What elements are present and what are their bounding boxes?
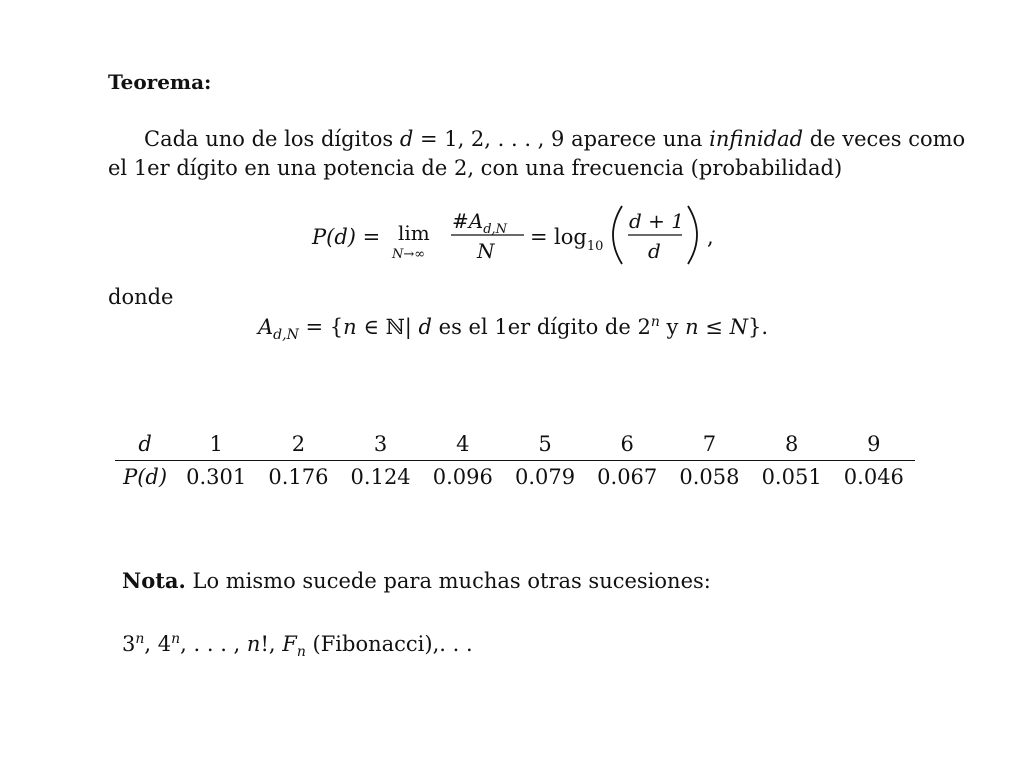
table-row — [115, 461, 915, 490]
table-header-cell: 1 — [175, 432, 257, 461]
theorem-line-1: Cada uno de los dígitos d = 1, 2, . . . , 9 aparece una infinidad de veces como — [144, 127, 966, 151]
formula-frac-den: N — [477, 239, 495, 263]
formula-lim-sub: N→∞ — [392, 247, 426, 262]
table-header-cell: 9 — [833, 432, 915, 461]
formula-eq: = — [530, 225, 548, 249]
table-header-cell: 6 — [586, 432, 668, 461]
probability-table — [115, 432, 915, 489]
donde-label: donde — [108, 285, 174, 309]
table-cell: 0.046 — [843, 465, 904, 489]
formula-log: $\log_{10}$ — [554, 225, 604, 254]
table-cell: 0.079 — [514, 465, 576, 489]
table-header-cell: 3 — [340, 432, 422, 461]
note: Nota. Lo mismo sucede para muchas otras sucesiones: — [122, 568, 711, 593]
emphasis-infinidad: infinidad — [709, 127, 804, 151]
right-paren — [688, 206, 697, 264]
table-cell: 0.051 — [761, 465, 822, 489]
formula-inner-num: d + 1 — [629, 209, 684, 233]
theorem-title: Teorema: — [108, 70, 212, 94]
table-cell: 0.301 — [186, 465, 247, 489]
sequence-list: 3$^n$, 4$^n$, . . . , n!, $F_n$ (Fibonacci),. . . — [122, 631, 473, 661]
table-cell: 0.096 — [432, 465, 493, 489]
theorem-line-2: el 1er dígito en una potencia de 2, con una frecuencia (probabilidad) — [108, 156, 843, 180]
table-header-cell: 2 — [257, 432, 339, 461]
formula-frac-num: $\#A_{d,N}$ — [452, 209, 508, 237]
table-cell: 0.067 — [597, 465, 658, 489]
table-header-cell: 7 — [668, 432, 750, 461]
table-cell: 0.176 — [268, 465, 329, 489]
table-cell: 0.124 — [350, 465, 411, 489]
table-cell: 0.058 — [679, 465, 740, 489]
probability-formula — [0, 200, 1024, 280]
formula-lhs: P(d) = — [312, 225, 381, 249]
set-definition: $A_{d,N} = \{n$ ∈ ℕ| d es el 1er dígito de 2$^n$ y n ≤ N}. — [258, 314, 768, 344]
note-label: Nota. — [122, 568, 186, 593]
table-header-cell: d — [115, 432, 175, 461]
formula-inner-den: d — [648, 239, 661, 263]
table-row-label: P(d) — [123, 465, 168, 489]
formula-comma: , — [707, 225, 714, 249]
table-header-cell: 5 — [504, 432, 586, 461]
table-header-cell: 8 — [751, 432, 833, 461]
table-header-row — [115, 432, 915, 461]
formula-lim: lim — [398, 221, 430, 245]
table-header-cell: 4 — [422, 432, 504, 461]
left-paren — [613, 206, 622, 264]
